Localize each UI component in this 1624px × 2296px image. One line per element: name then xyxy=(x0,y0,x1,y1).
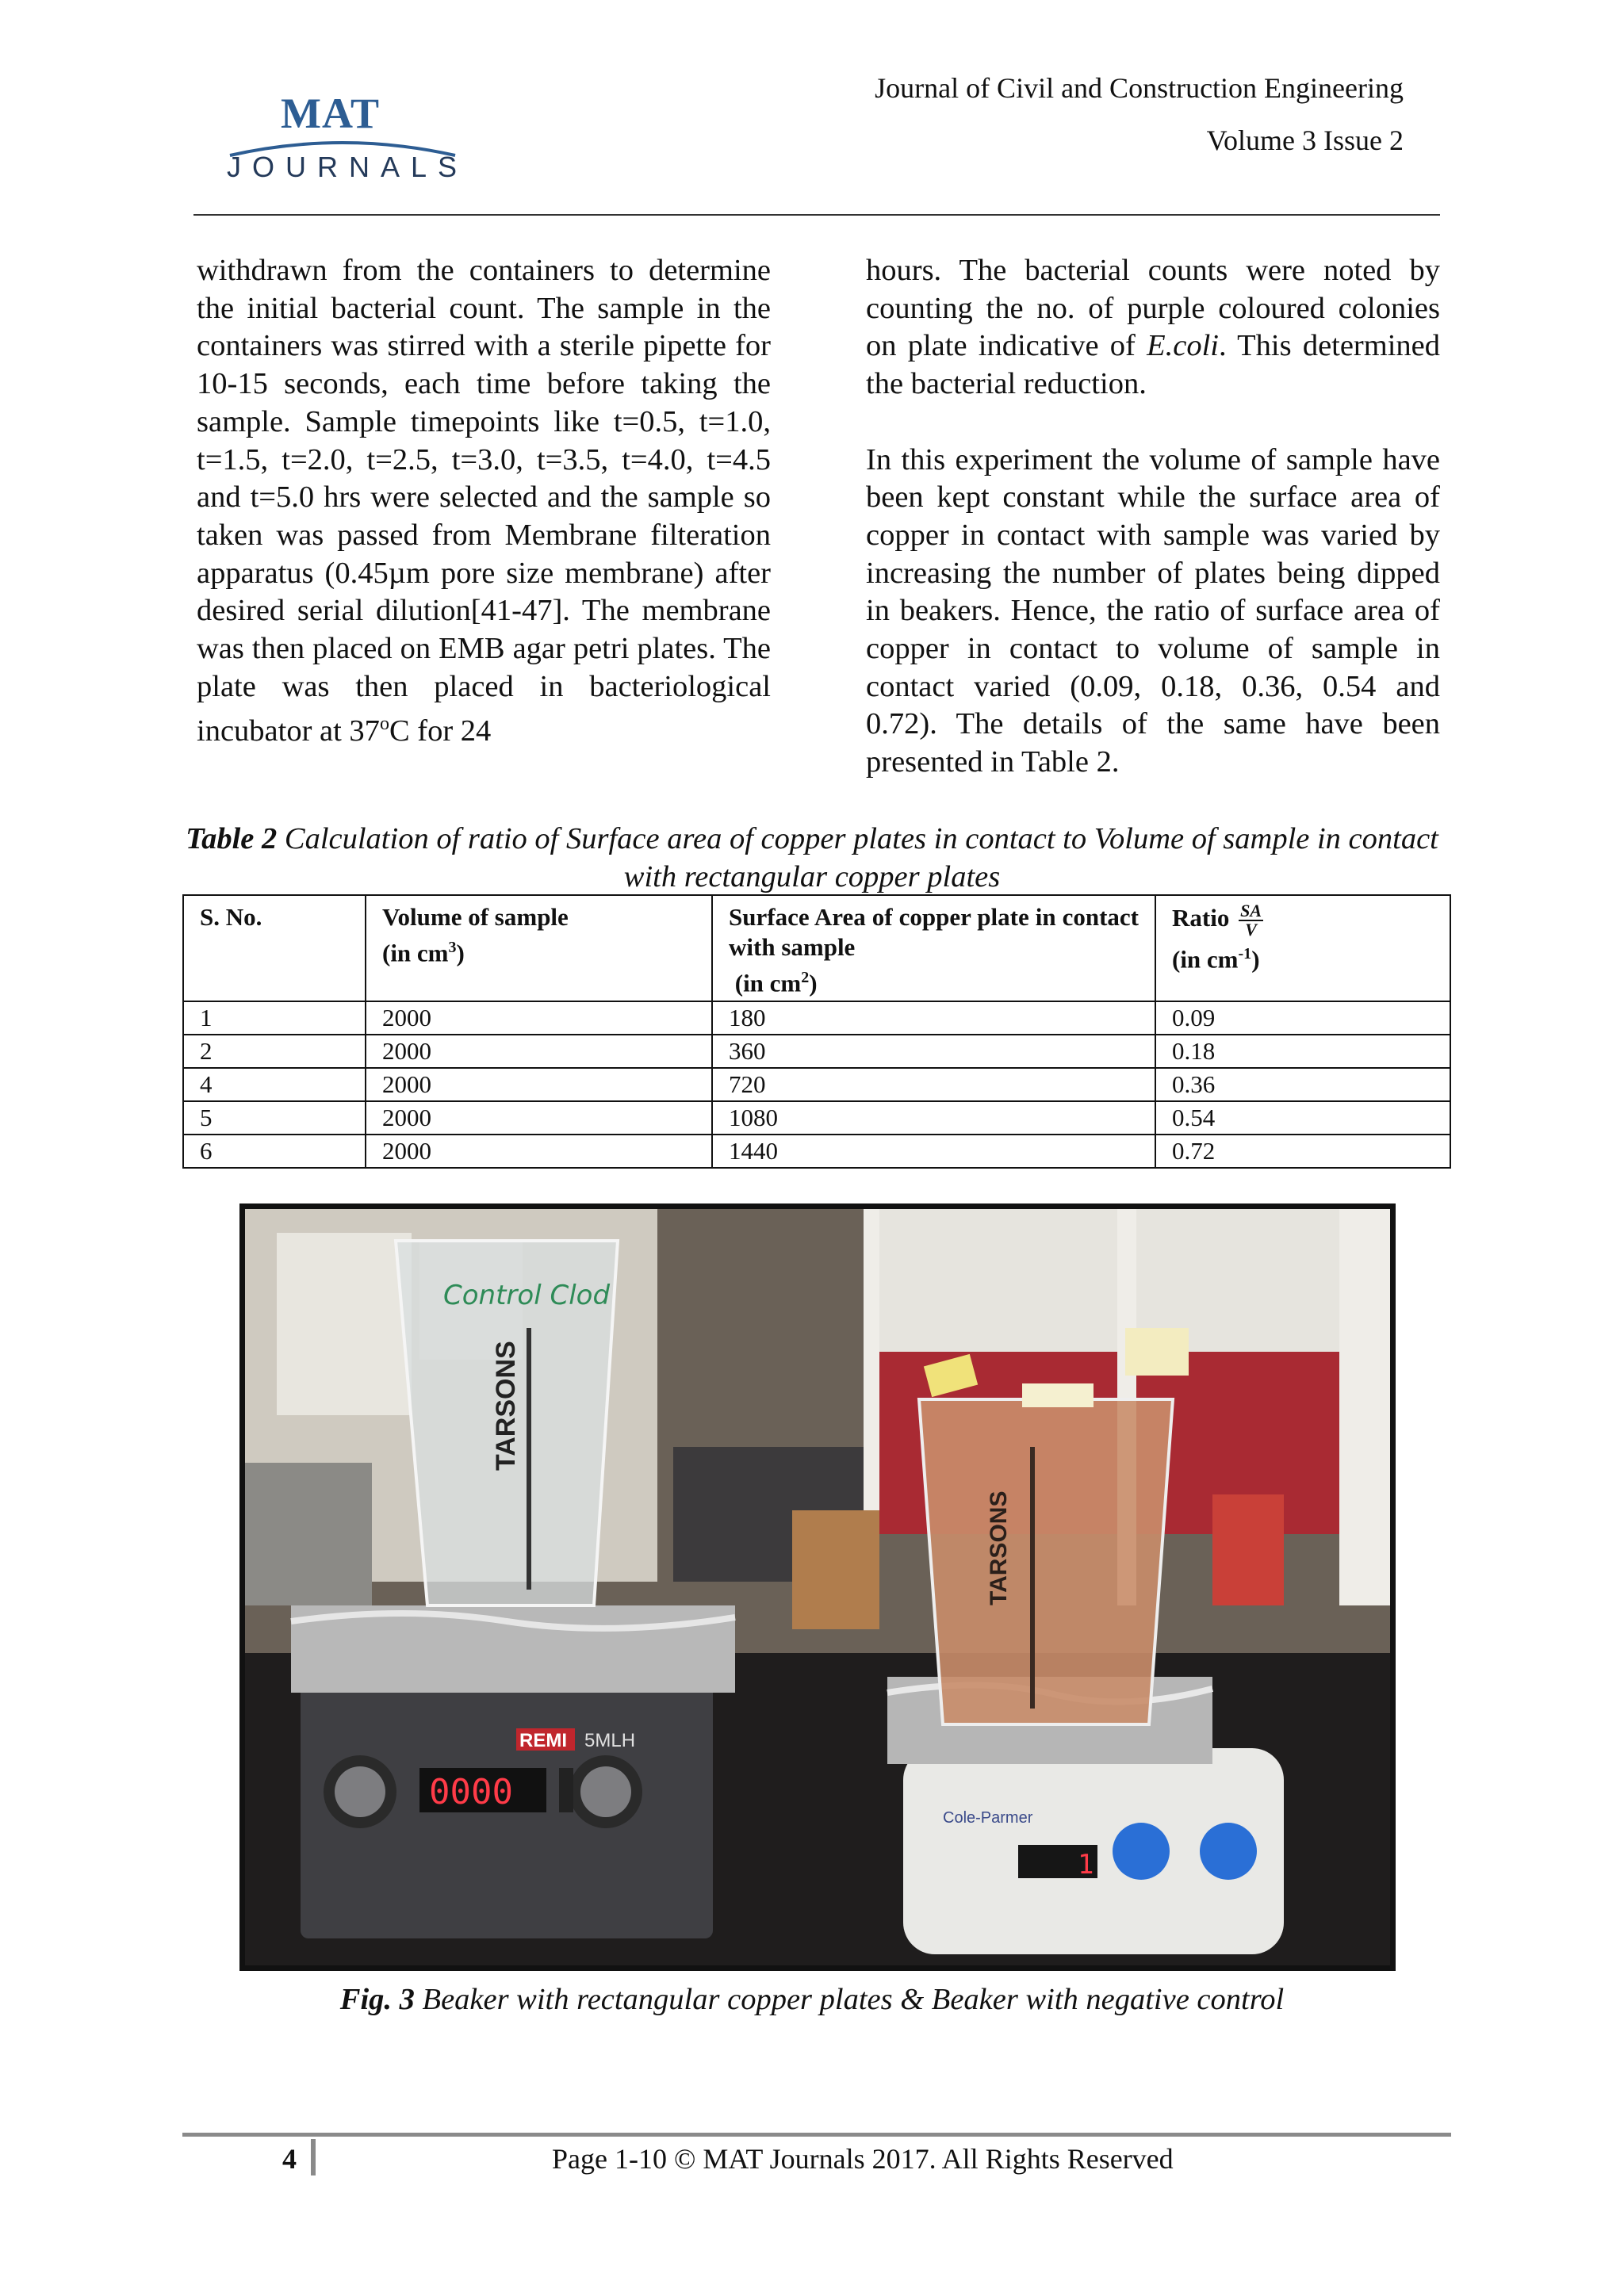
cell-volume: 2000 xyxy=(366,1101,712,1135)
page-number: 4 xyxy=(282,2143,297,2175)
journal-title: Journal of Civil and Construction Engineering xyxy=(875,72,1404,104)
header-sno: S. No. xyxy=(183,895,366,1001)
header-volume: Volume of sample (in $cm^3$) xyxy=(366,895,712,1001)
beaker-handwriting: Control Clod xyxy=(443,1280,611,1311)
cell-ratio: 0.18 xyxy=(1155,1035,1450,1068)
cell-volume: 2000 xyxy=(366,1068,712,1101)
right-beaker-brand: TARSONS xyxy=(986,1490,1012,1605)
table-header-row xyxy=(183,895,1450,1001)
cell-volume: 2000 xyxy=(366,1035,712,1068)
footer-divider xyxy=(182,2133,1451,2137)
left-paragraph: withdrawn from the containers to determine the initial bacterial count. The sample in the containers was stirred with a sterile pipette for 10-15 seconds, each time before taking the sample. Sample timepoints like t=0.5, t=1.0, t=1.5, t=2.0, t=2.5, t=3.0, t=3.5, t=4.0, t=4.5 and t=5.0 hrs were selected and the sample so taken was passed from Membrane filteration apparatus (0.45µm pore size membrane) after desired serial dilution[41-47]. The membrane was then placed on EMB agar petri plates. The plate was then placed in bacteriological incubator at 37$^o$C for 24 xyxy=(197,254,771,748)
cell-ratio: 0.54 xyxy=(1155,1101,1450,1135)
cell-area: 1440 xyxy=(712,1135,1155,1168)
table-row xyxy=(183,1035,1450,1068)
journal-logo xyxy=(224,89,469,184)
figure-caption: Fig. 3 Beaker with rectangular copper plates & Beaker with negative control xyxy=(339,1983,1285,2016)
cell-volume: 2000 xyxy=(366,1001,712,1035)
table-row xyxy=(183,1001,1450,1035)
cell-area: 360 xyxy=(712,1035,1155,1068)
right-column xyxy=(866,252,1440,782)
right-device-brand: Cole-Parmer xyxy=(943,1809,1033,1827)
journal-issue: Volume 3 Issue 2 xyxy=(1206,124,1404,156)
footer-separator xyxy=(311,2139,316,2175)
header-surface-area: Surface Area of copper plate in contact with sample (in $cm^2$) xyxy=(712,895,1155,1001)
ratio-fraction: $\frac{SA}{V}$ xyxy=(1240,901,1262,939)
table-caption: Table 2 Calculation of ratio of Surface area of copper plates in contact to Volume of sample in contact with rectangular copper plates xyxy=(186,822,1438,894)
left-device-brand: REMI xyxy=(519,1730,567,1751)
footer-copyright: Page 1-10 © MAT Journals 2017. All Rights Reserved xyxy=(552,2143,1174,2175)
lab-photo xyxy=(245,1209,1390,1965)
cell-ratio: 0.72 xyxy=(1155,1135,1450,1168)
cell-sno: 2 xyxy=(183,1035,366,1068)
header-ratio: Ratio $\frac{SA}{V}$ (in $cm^{-1}$) xyxy=(1155,895,1450,1001)
cell-volume: 2000 xyxy=(366,1135,712,1168)
logo-mat-text: MAT xyxy=(281,90,380,137)
right-display-digit: 1 xyxy=(1078,1849,1094,1881)
lab-photo-figure xyxy=(239,1203,1396,1971)
cell-area: 180 xyxy=(712,1001,1155,1035)
cell-area: 720 xyxy=(712,1068,1155,1101)
header-divider xyxy=(193,214,1440,216)
logo-journals-text: JOURNALS xyxy=(227,151,469,183)
left-column xyxy=(197,252,771,751)
cell-sno: 6 xyxy=(183,1135,366,1168)
table-row xyxy=(183,1135,1450,1168)
right-paragraph-1: hours. The bacterial counts were noted by counting the no. of purple coloured colonies on plate indicative of E.coli. This determined the bacterial reduction. xyxy=(866,254,1440,401)
cell-ratio: 0.36 xyxy=(1155,1068,1450,1101)
cell-sno: 5 xyxy=(183,1101,366,1135)
cell-sno: 4 xyxy=(183,1068,366,1101)
table-row xyxy=(183,1101,1450,1135)
left-display-digits: 0000 xyxy=(429,1772,513,1812)
ratio-table xyxy=(182,894,1451,1169)
right-paragraph-2: In this experiment the volume of sample have been kept constant while the surface area of copper in contact with sample was varied by increasing the number of plates being dipped in beakers. Hence, the ratio of surface area of copper in contact to volume of sample in contact varied (0.09, 0.18, 0.36, 0.54 and 0.72). The details of the same have been presented in Table 2. xyxy=(866,442,1440,779)
cell-area: 1080 xyxy=(712,1101,1155,1135)
table-row xyxy=(183,1068,1450,1101)
left-device-model: 5MLH xyxy=(584,1730,636,1751)
left-beaker-brand: TARSONS xyxy=(491,1341,521,1471)
cell-sno: 1 xyxy=(183,1001,366,1035)
cell-ratio: 0.09 xyxy=(1155,1001,1450,1035)
